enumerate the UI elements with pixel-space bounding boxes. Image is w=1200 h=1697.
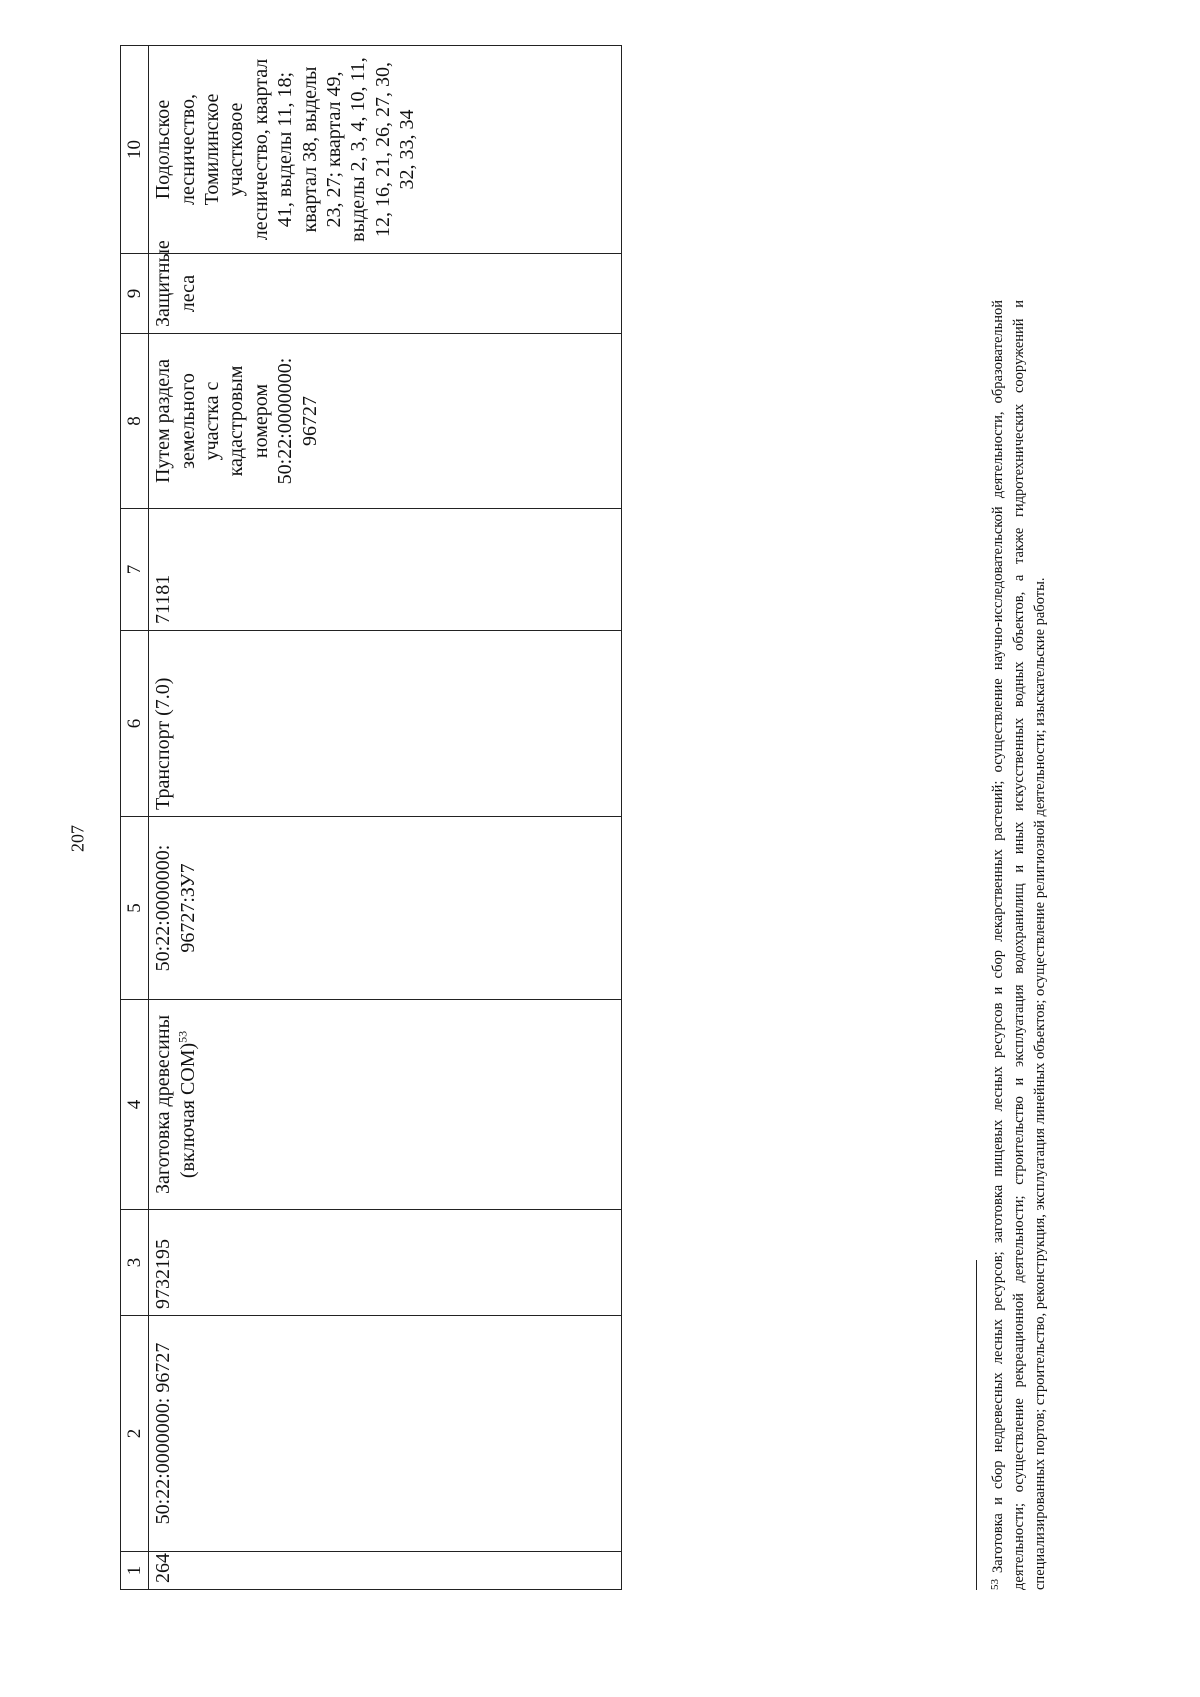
header-col-8: 8 [121,334,149,509]
footnote [976,300,1096,1590]
page-number: 207 [67,825,88,852]
table-header-row [121,46,149,1590]
register-table [120,45,622,1590]
header-col-7: 7 [121,509,149,631]
header-col-2: 2 [121,1316,149,1552]
footnote-separator [976,1260,977,1590]
cell-permitted-use [149,1000,622,1210]
cell-new-plot-number: 50:22:0000000: 96727:ЗУ7 [149,817,622,1000]
header-col-4: 4 [121,1000,149,1210]
register-table-container [120,46,622,1590]
header-col-10: 10 [121,46,149,254]
cell-area: 9732195 [149,1210,622,1316]
header-col-5: 5 [121,817,149,1000]
footnote-body: Заготовка и сбор недревесных лесных ресурсов; заготовка пищевых лесных ресурсов и сбор лекарственных растений; осуществление научно-исследовательской деятельности, образовательной деятельности; осуществление рекреационной деятельности; строительство и эксплуатация водохранилищ и иных искусственных водных объектов, а также гидротехнических сооружений и специализированных портов; строительство, реконструкция, эксплуатация линейных объектов; осуществление религиозной деятельности; изыскательские работы. [990,300,1049,1590]
footnote-mark: 53 [989,1579,1001,1590]
header-col-6: 6 [121,631,149,817]
cell-forest-category: Защитные леса [149,254,622,334]
header-col-3: 3 [121,1210,149,1316]
table-row [149,46,622,1590]
footnote-text [988,300,1051,1590]
cell-land-category: Транспорт (7.0) [149,631,622,817]
header-col-1: 1 [121,1552,149,1590]
header-col-9: 9 [121,254,149,334]
footnote-reference: 53 [174,1030,189,1043]
cell-formation-method: Путем раздела земельного участка с кадастровым номером 50:22:0000000: 96727 [149,334,622,509]
cell-location: Подольское лесничество, Томилинское участковое лесничество, квартал 41, выделы 11, 18; квартал 38, выделы 23, 27; квартал 49, выделы 2, 3, 4, 10, 11, 12, 16, 21, 26, 27, 30, 32, 33, 34 [149,46,622,254]
permitted-use-text: Заготовка древесины (включая СОМ) [152,1014,199,1195]
cell-row-number: 264 [149,1552,622,1590]
cell-new-area: 71181 [149,509,622,631]
cell-cadastral-number: 50:22:0000000: 96727 [149,1316,622,1552]
